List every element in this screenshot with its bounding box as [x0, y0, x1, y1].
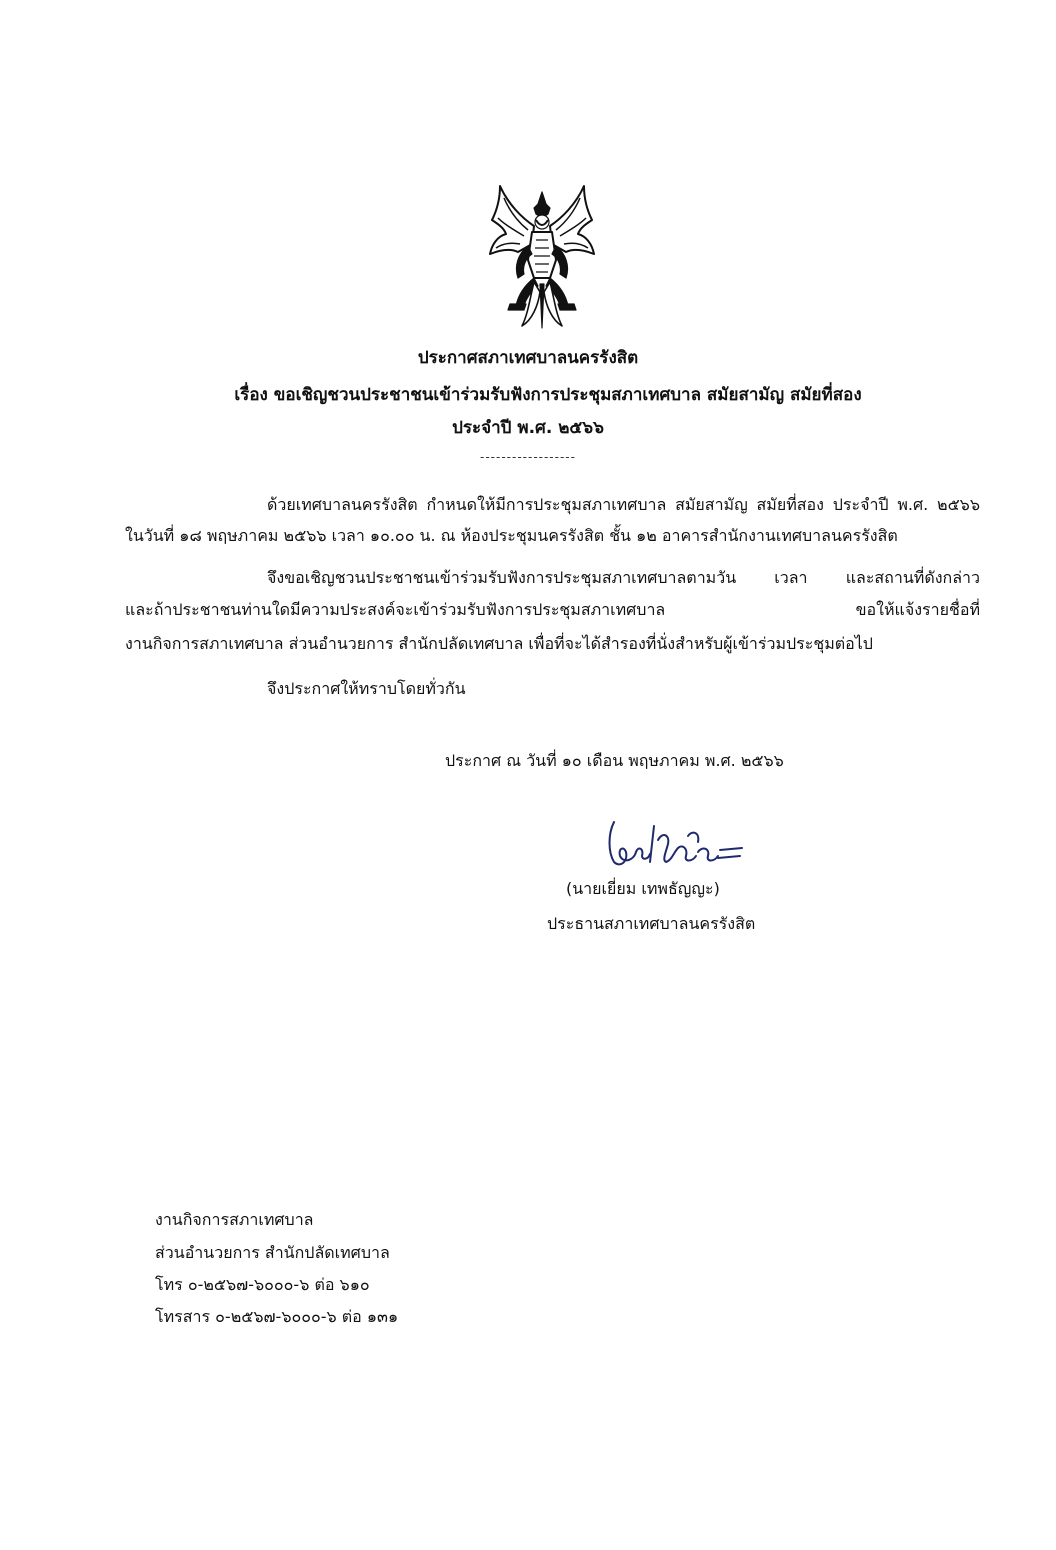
contact-division: ส่วนอำนวยการ สำนักปลัดเทศบาล	[155, 1243, 390, 1262]
signer-name: (นายเยี่ยม เทพธัญญะ)	[566, 879, 720, 898]
contact-fax: โทรสาร ๐-๒๕๖๗-๖๐๐๐-๖ ต่อ ๑๓๑	[155, 1307, 399, 1326]
contact-office: งานกิจการสภาเทศบาล	[155, 1210, 314, 1229]
contact-phone: โทร ๐-๒๕๖๗-๖๐๐๐-๖ ต่อ ๖๑๐	[155, 1275, 370, 1294]
paragraph-1-line-2: ในวันที่ ๑๘ พฤษภาคม ๒๕๖๖ เวลา ๑๐.๐๐ น. ณ ห้องประชุมนครรังสิต ชั้น ๑๒ อาคารสำนักงานเทศบาลนครรังสิต	[125, 526, 898, 545]
handwritten-signature	[600, 812, 750, 874]
paragraph-3: จึงประกาศให้ทราบโดยทั่วกัน	[267, 679, 466, 698]
paragraph-2-line-1: จึงขอเชิญชวนประชาชนเข้าร่วมรับฟังการประชุมสภาเทศบาลตามวัน เวลา และสถานที่ดังกล่าว	[267, 568, 980, 587]
paragraph-2-line-2: และถ้าประชาชนท่านใดมีความประสงค์จะเข้าร่วมรับฟังการประชุมสภาเทศบาล ขอให้แจ้งรายชื่อที่	[125, 600, 980, 619]
signer-position: ประธานสภาเทศบาลนครรังสิต	[547, 914, 756, 933]
announcement-subject: เรื่อง ขอเชิญชวนประชาชนเข้าร่วมรับฟังการประชุมสภาเทศบาล สมัยสามัญ สมัยที่สอง	[234, 385, 862, 405]
announcement-year: ประจำปี พ.ศ. ๒๕๖๖	[452, 418, 604, 438]
announcement-title: ประกาศสภาเทศบาลนครรังสิต	[417, 348, 639, 368]
announcement-date: ประกาศ ณ วันที่ ๑๐ เดือน พฤษภาคม พ.ศ. ๒๕๖๖	[445, 751, 784, 770]
paragraph-2-line-3: งานกิจการสภาเทศบาล ส่วนอำนวยการ สำนักปลัดเทศบาล เพื่อที่จะได้สำรองที่นั่งสำหรับผู้เข้าร่วมประชุมต่อไป	[125, 634, 873, 653]
paragraph-1-line-1: ด้วยเทศบาลนครรังสิต กำหนดให้มีการประชุมสภาเทศบาล สมัยสามัญ สมัยที่สอง ประจำปี พ.ศ. ๒๕๖๖	[267, 495, 980, 514]
title-divider: ------------------	[480, 450, 576, 464]
garuda-emblem-icon	[478, 174, 606, 330]
